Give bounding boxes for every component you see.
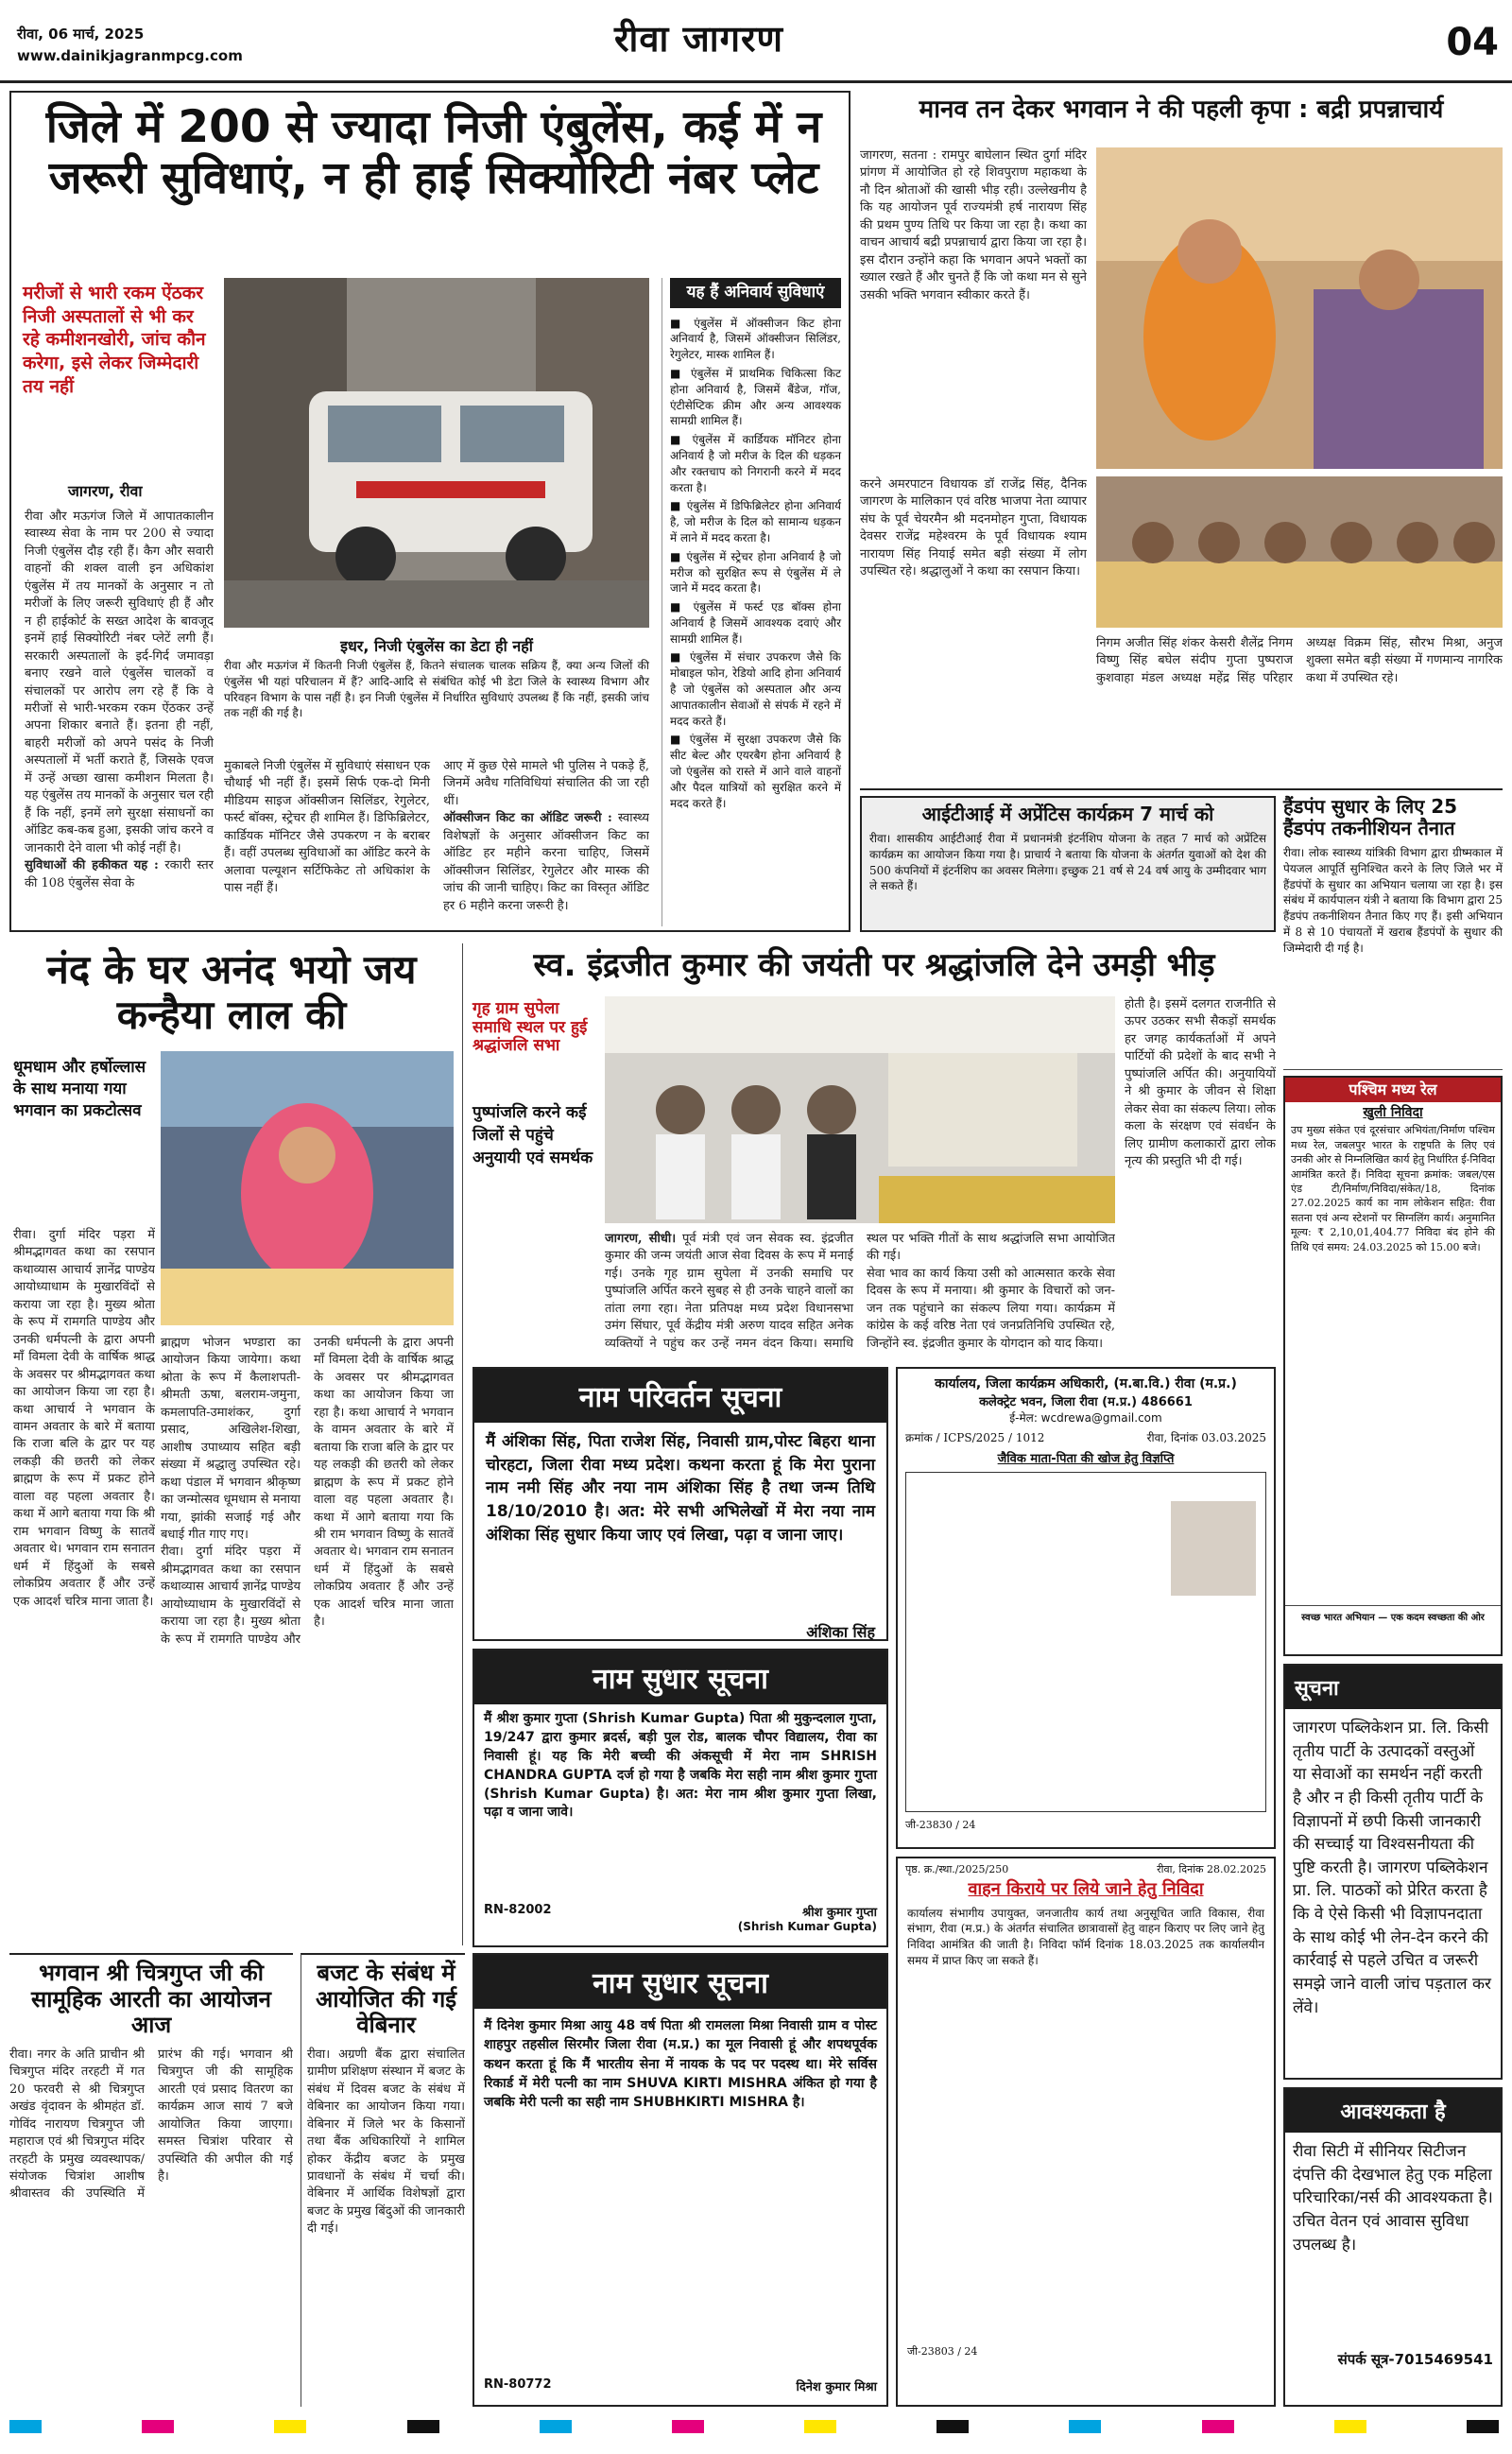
budget-story: [301, 1953, 465, 2407]
karyalay-title1: कार्यालय, जिला कार्यक्रम अधिकारी, (म.बा.वि.) रीवा (म.प्र.): [935, 1376, 1237, 1391]
registration-strip: [9, 2420, 1503, 2439]
page-number: 04: [1446, 21, 1499, 64]
vahan-code: जी-23803 / 24: [907, 2344, 978, 2358]
ambulance-kicker: मरीजों से भारी रकम ऐंठकर निजी अस्पतालों से भी कर रहे कमीशनखोरी, जांच कौन करेगा, इसे लेकर जिम्मेदारी तय नहीं: [23, 283, 206, 397]
ambulance-photo: [224, 278, 649, 628]
mandatory-facilities-box: [662, 278, 841, 926]
avashyakta-body: रीवा सिटी में सीनियर सिटीजन दंपत्ति की देखभाल हेतु एक महिला परिचारिका/नर्स की आवश्यकता है। उचित वेतन एवं आवास सुविधा उपलब्ध है।: [1293, 2142, 1493, 2255]
karyalay-sub: जैविक माता-पिता की खोज हेतु विज्ञप्ति: [997, 1452, 1175, 1466]
handpump-headline: हैंडपंप सुधार के लिए 25 हैंडपंप तकनीशियन तैनात: [1283, 795, 1458, 839]
vahan-date: रीवा, दिनांक 28.02.2025: [1157, 1863, 1266, 1875]
handpump-body: रीवा। लोक स्वास्थ्य यांत्रिकी विभाग द्वारा ग्रीष्मकाल में पेयजल आपूर्ति सुनिश्चित करने के लिए जिले भर में हैंडपंपों के सुधार का अभियान चलाया जा रहा है। इस संबंध में कार्यपालन यंत्री ने बताया कि विभाग द्वारा 25 हैंडपंप तकनीशियन तैनात किए गए हैं। इसी अभियान में 8 से 10 पंचायतों में खराब हैंडपंपों के सुधार की जिम्मेदारी दी गई है।: [1283, 846, 1503, 955]
budget-body: रीवा। अग्रणी बैंक द्वारा संचालित ग्रामीण प्रशिक्षण संस्थान में बजट के संबंध में दिवस बजट के संबंध में वेबिनार का आयोजन किया गया। वेबिनार में जिले भर के किसानों तथा बैंक अधिकारियों ने शामिल होकर केंद्रीय बजट के प्रमुख प्रावधानों के संबंध में चर्चा की। वेबिनार में आर्थिक विशेषज्ञों द्वारा बजट के प्रमुख बिंदुओं की जानकारी दी गई।: [307, 2047, 465, 2237]
devotees-icon: [1096, 476, 1503, 628]
iti-story: [860, 796, 1276, 932]
facility-item: ■ एंबुलेंस में स्ट्रेचर होना अनिवार्य है जो मरीज को सुरक्षित रूप से एंबुलेंस में ले जाने में मदद करता है।: [670, 549, 841, 596]
ambulance-body-1: रीवा और मऊगंज जिले में आपातकालीन स्वास्थ्य सेवा के नाम पर 200 से ज्यादा निजी एंबुलेंस दौड़ रही हैं। कैग और सवारी वाहनों की शक्ल वाली इन अधिकांश एंबुलेंस में तय मानकों के अनुसार न तो मरीजों के लिए जरूरी सुविधाएं ही हैं और न ही हाईकोर्ट के सख्त आदेश के बावजूद इनमें हाई सिक्योरिटी नंबर प्लेटें लगी हैं। सरकारी अस्पतालों के इर्द-गिर्द जमावड़ा बनाए रखने वाले एंबुलेंस चालकों व संचालकों पर आरोप लग रहे हैं कि वे मरीजों से भारी-भरकम रकम ऐंठकर उन्हें अपना शिकार बनाते हैं। इतना ही नहीं, बाहरी मरीजों को अपने पसंद के निजी अस्पतालों में भर्ती कराते हैं, जिसके एवज में उन्हें अच्छा खासा कमीशन मिलता है। यह एंबुलेंस तय मानकों के अनुसार चल रही हैं कि नहीं, इनमें लगे सुरक्षा संसाधनों का ऑडिट कब-कब हुआ, इसकी जांच करने व जानकारी देने वाला भी कोई नहीं है। सुविधाओं की हकीकत यह : रकारी स्तर की 108 एंबुलेंस सेवा के: [25, 510, 214, 890]
bhagwan-story: [860, 91, 1503, 790]
karyalay-email: ई-मेल: wcdrewa@gmail.com: [1009, 1411, 1162, 1425]
naam-parivartan-title: नाम परिवर्तन सूचना: [474, 1369, 886, 1423]
ambulance-body-2: मुकाबले निजी एंबुलेंस में सुविधाएं संसाधन एक चौथाई भी नहीं हैं। इसमें सिर्फ एक-दो मिनी मीडियम साइज ऑक्सीजन सिलिंडर, रेगुलेटर, फर्स्ट बॉक्स, स्ट्रेचर ही शामिल हैं। डिफिब्रिलेटर, कार्डियक मॉनिटर जैसे उपकरण न के बराबर हैं। वहीं उपलब्ध सुविधाओं का ऑडिट करने के अलावा पल्यूशन सर्टिफिकेट तो अधिकांश के पास नहीं हैं। आए में कुछ ऐसे मामले भी पुलिस ने पकड़े हैं, जिनमें अवैध गतिविधियां संचालित की जा रही थीं। ऑक्सीजन किट का ऑडिट जरूरी : स्वास्थ्य विशेषज्ञों के अनुसार ऑक्सीजन किट का ऑडिट हर महीने करना चाहिए, जिसमें ऑक्सीजन सिलिंडर, रेगुलेटर और मास्क की जांच की जानी चाहिए। किट का विस्तृत ऑडिट हर 6 महीने करना जरूरी है।: [224, 759, 649, 913]
kathavachak-icon: [1096, 147, 1503, 469]
naam-sudhar-sign2-1: (Shrish Kumar Gupta): [737, 1920, 877, 1933]
nand-body-1: रीवा। दुर्गा मंदिर पड़रा में श्रीमद्भागवत कथा का रसपान कथाव्यास आचार्य ज्ञानेंद्र पाण्डेय आयोध्याधाम के मुखारविंदों से कराया जा रहा है। मुख्य श्रोता के रूप में रामगति पाण्डेय और उनकी धर्मपत्नी के द्वारा अपनी माँ विमला देवी के वार्षिक श्राद्ध के अवसर पर श्रीमद्भागवत कथा का आयोजन किया जा रहा है। कथा आचार्य ने भगवान के वामन अवतार के बारे में बताया कि राजा बलि के द्वार पर यह लकड़ी की छतरी को लेकर ब्राह्मण के रूप में प्रकट होने वाला वह पहला अवतार है। कथा में आगे बताया गया कि श्री राम भगवान विष्णु के सातवें अवतार थे। भगवान राम सनातन धर्म में हिंदुओं के सबसे लोकप्रिय अवतार हैं और उन्हें एक आदर्श चरित्र माना जाता है।: [13, 1228, 155, 1609]
naam-sudhar-sign-1: श्रीश कुमार गुप्ता: [801, 1906, 877, 1920]
facility-item: ■ एंबुलेंस में ऑक्सीजन किट होना अनिवार्य है, जिसमें ऑक्सीजन सिलिंडर, रेगुलेटर, मास्क शामिल हैं।: [670, 316, 841, 362]
iti-headline: आईटीआई में अप्रेंटिस कार्यक्रम 7 मार्च को: [921, 803, 1214, 825]
karyalay-ref: क्रमांक / ICPS/2025 / 1012: [905, 1431, 1045, 1444]
vahan-body: कार्यालय संभागीय उपायुक्त, जनजातीय कार्य तथा अनुसूचित जाति विकास, रीवा संभाग, रीवा (म.प्र.) के अंतर्गत संचालित छात्रावासों हेतु वाहन किराए पर लिए जाने हेतु निविदा आमंत्रित की जाती है। निविदा फॉर्म दिनांक 18.03.2025 तक कार्यालयीन समय में प्राप्त किए जा सकते हैं।: [907, 1906, 1264, 1968]
naam-parivartan-body: मैं अंशिका सिंह, पिता राजेश सिंह, निवासी ग्राम,पोस्ट बिहरा थाना चोरहटा, जिला रीवा मध्य प्रदेश। कथना करता हूं कि मेरा पुराना नाम नमी सिंह और नया नाम अंशिका सिंह है तथा जन्म तिथि 18/10/2010 है। अत: मेरे सभी अभिलेखों में मेरा नया नाम अंशिका सिंह सुधार किया जाए एवं लिखा, पढ़ा व जाना जाए।: [486, 1432, 875, 1545]
vahan-ref: पृष्ठ. क्र./स्था./2025/250: [905, 1863, 1009, 1875]
avashyakta-contact: संपर्क सूत्र-7015469541: [1337, 2351, 1493, 2368]
rail-title: पश्चिम मध्य रेल: [1285, 1078, 1501, 1102]
karyalay-title2: कलेक्ट्रेट भवन, जिला रीवा (म.प्र.) 486661: [979, 1395, 1193, 1409]
issue-date: रीवा, 06 मार्च, 2025: [17, 26, 145, 43]
iti-body: रीवा। शासकीय आईटीआई रीवा में प्रधानमंत्री इंटर्नशिप योजना के तहत 7 मार्च को अप्रेंटिस कार्यक्रम का आयोजन किया गया है। प्राचार्य ने बताया कि योजना के अंतर्गत युवाओं को देश की 500 कंपनियों में इंटर्नशिप का अवसर मिलेगा। इच्छुक 21 वर्ष से 24 वर्ष आयु के उम्मीदवार भाग ले सकते हैं।: [869, 832, 1266, 893]
tribute-gathering-icon: [605, 996, 1115, 1223]
naam-parivartan-notice: [472, 1367, 888, 1641]
indrajeet-body-1: जागरण, सीधी। पूर्व मंत्री एवं जन सेवक स्व. इंद्रजीत कुमार की जन्म जयंती आज सेवा दिवस के रूप में मनाई गई। उनके गृह ग्राम सुपेला में उनकी समाधि पर पुष्पांजलि अर्पित करने सुबह से ही उनके चाहने वालों का तांता लगा रहा। नेता प्रतिपक्ष मध्य प्रदेश विधानसभा उमंग सिंघार, पूर्व केंद्रीय मंत्री अरुण यादव सहित अनेक व्यक्तियों ने पहुंच कर उन्हें नमन वंदन किया। समाधि स्थल पर भक्ति गीतों के साथ श्रद्धांजलि सभा आयोजित की गई। सेवा भाव का कार्य किया उसी को आत्मसात करके सेवा दिवस के रूप में मनाया। श्री कुमार के विचारों को जन-जन तक पहुंचाने का संकल्प लिया गया। कार्यक्रम में कांग्रेस के कई वरिष्ठ नेता एवं जनप्रतिनिधि उपस्थित रहे, जिन्होंने स्व. इंद्रजीत कुमार के योगदान को याद किया।: [605, 1232, 1115, 1351]
naam-sudhar-title-1: नाम सुधार सूचना: [474, 1650, 886, 1704]
facility-item: ■ एंबुलेंस में फर्स्ट एड बॉक्स होना अनिवार्य है जिसमें आवश्यक दवाएं और सामग्री शामिल हैं।: [670, 600, 841, 646]
nand-headline: नंद के घर अनंद भयो जय कन्हैया लाल की: [46, 946, 417, 1039]
chitragupt-story: [9, 1953, 293, 2407]
chitragupt-body: रीवा। नगर के अति प्राचीन श्री चित्रगुप्त मंदिर तरहटी में गत 20 फरवरी से श्री चित्रगुप्त अखंड वृंदावन के श्रीमहंत डॉ. गोविंद नारायण चित्रगुप्त जी महाराज एवं श्री चित्रगुप्त मंदिर तरहटी के प्रमुख व्यवस्थापक/संयोजक चित्रांश आशीष श्रीवास्तव की उपस्थिति में प्रारंभ की गई। भगवान श्री चित्रगुप्त जी की सामूहिक आरती एवं प्रसाद वितरण का कार्यक्रम आज सायं 7 बजे आयोजित किया जाएगा। समस्त चित्रांश परिवार से उपस्थिति की अपील की गई है।: [9, 2047, 293, 2202]
facility-item: ■ एंबुलेंस में प्राथमिक चिकित्सा किट होना अनिवार्य है, जिसमें बैंडेज, गॉज, एंटीसेप्टिक क्रीम और अन्य आवश्यक सामग्री शामिल हैं।: [670, 366, 841, 428]
karyalay-table: [905, 1472, 1266, 1812]
vahan-tender: [896, 1857, 1276, 2407]
bhagwan-photo: [1096, 147, 1503, 469]
facilities-title: यह हैं अनिवार्य सुविधाएं: [670, 278, 841, 308]
bhagwan-body-1: जागरण, सतना : रामपुर बाघेलान स्थित दुर्गा मंदिर प्रांगण में आयोजित हो रहे शिवपुराण महाकथा के नौ दिन श्रोताओं की खासी भीड़ रही। उल्लेखनीय है कि यह आयोजन पूर्व राज्यमंत्री हर्ष नारायण सिंह की प्रथम पुण्य तिथि पर किया जा रहा है। कथा का वाचन आचार्य बद्री प्रपन्नाचार्य द्वारा किया जा रहा है। इस दौरान उन्होंने कहा कि भगवान अपने भक्तों का ख्याल रखते हैं और चुनते हैं कि जो कथा मन से सुने उसकी भक्ति भगवान स्वीकार करते हैं।: [860, 148, 1087, 302]
indrajeet-photo: [605, 996, 1115, 1223]
karyalay-notice: [896, 1367, 1276, 1849]
rail-notice: [1283, 1076, 1503, 1656]
suchna-notice: [1283, 1664, 1503, 2080]
facility-item: ■ एंबुलेंस में संचार उपकरण जैसे कि मोबाइल फोन, रेडियो आदि होना अनिवार्य है जो एंबुलेंस को अस्पताल और अन्य आपातकालीन सेवाओं से संपर्क में रहने में मदद करते हैं।: [670, 650, 841, 728]
rail-body: उप मुख्य संकेत एवं दूरसंचार अभियंता/निर्माण पश्चिम मध्य रेल, जबलपुर भारत के राष्ट्रपति के लिए एवं उनकी ओर से निम्नलिखित कार्य हेतु निर्धारित ई-निविदा आमंत्रित करते हैं। निविदा सूचना क्रमांक: जबल/एस एंड टी/निर्माण/निविदा/संकेत/18, दिनांक 27.02.2025 कार्य का नाम लोकेशन सहित: रीवा सतना एवं अन्य स्टेशनों पर सिग्नलिंग कार्य। अनुमानित मूल्य: ₹ 2,10,01,404.77 निविदा बंद होने की तिथि एवं समय: 24.03.2025 को 15.00 बजे।: [1291, 1124, 1495, 1253]
indrajeet-kicker: पुष्पांजलि करने कई जिलों से पहुंचे अनुयायी एवं समर्थक: [472, 1103, 593, 1167]
naam-parivartan-sign: अंशिका सिंह: [806, 1623, 875, 1641]
rail-subtitle: खुली निविदा: [1363, 1105, 1423, 1121]
naam-sudhar-notice-1: [472, 1649, 888, 1947]
ambulance-byline: जागरण, रीवा: [68, 482, 143, 500]
nand-body-2: ब्राह्मण भोजन भण्डारा का आयोजन किया जायेगा। कथा श्रोता के रूप में कैलाशपती-श्रीमती ऊषा, बलराम-जमुना, कमलापति-उमाशंकर, दुर्गा प्रसाद, अखिलेश-शिखा, आशीष उपाध्याय सहित बड़ी संख्या में श्रद्धालु उपस्थित रहे। कथा पंडाल में भगवान श्रीकृष्ण का जन्मोत्सव धूमधाम से मनाया गया, झांकी सजाई गई और बधाई गीत गाए गए। रीवा। दुर्गा मंदिर पड़रा में श्रीमद्भागवत कथा का रसपान कथाव्यास आचार्य ज्ञानेंद्र पाण्डेय आयोध्याधाम के मुखारविंदों से कराया जा रहा है। मुख्य श्रोता के रूप में रामगति पाण्डेय और उनकी धर्मपत्नी के द्वारा अपनी माँ विमला देवी के वार्षिक श्राद्ध के अवसर पर श्रीमद्भागवत कथा का आयोजन किया जा रहा है। कथा आचार्य ने भगवान के वामन अवतार के बारे में बताया कि राजा बलि के द्वार पर यह लकड़ी की छतरी को लेकर ब्राह्मण के रूप में प्रकट होने वाला वह पहला अवतार है। कथा में आगे बताया गया कि श्री राम भगवान विष्णु के सातवें अवतार थे। भगवान राम सनातन धर्म में हिंदुओं के सबसे लोकप्रिय अवतार हैं और उन्हें एक आदर्श चरित्र माना जाता है।: [161, 1336, 454, 1647]
karyalay-code: जी-23830 / 24: [905, 1819, 976, 1831]
naam-sudhar-title-2: नाम सुधार सूचना: [474, 1955, 886, 2009]
karyalay-date: रीवा, दिनांक 03.03.2025: [1146, 1431, 1266, 1444]
naam-sudhar-body-2: मैं दिनेश कुमार मिश्रा आयु 48 वर्ष पिता श्री रामलला मिश्रा निवासी ग्राम व पोस्ट शाहपुर तहसील सिरमौर जिला रीवा (म.प्र.) का मूल निवासी हूं और शपथपूर्वक कथन करता हूं कि मैं भारतीय सेना में नायक के पद पर पदस्थ था। मेरे सर्विस रिकार्ड में मेरी पत्नी का नाम SHUVA KIRTI MISHRA अंकित हो गया है जबकि मेरी पत्नी का सही नाम SHUBHKIRTI MISHRA है।: [484, 2018, 877, 2111]
facility-item: ■ एंबुलेंस में कार्डियक मॉनिटर होना अनिवार्य है जो मरीज के दिल की धड़कन और रक्तचाप को निगरानी करने में मदद करता है।: [670, 433, 841, 494]
avashyakta-title: आवश्यकता है: [1285, 2089, 1501, 2133]
suchna-body: जागरण पब्लिकेशन प्रा. लि. किसी तृतीय पार्टी के उत्पादकों वस्तुओं या सेवाओं का समर्थन नहीं करती है और न ही किसी तृतीय पार्टी के विज्ञापनों में छपी किसी जानकारी की सच्चाई या विश्वसनीयता की पुष्टि करती है। जागरण पब्लिकेशन प्रा. लि. पाठकों को प्रेरित करता है कि वे ऐसे किसी भी विज्ञापनदाता के साथ कोई भी लेन-देन करने की कार्रवाई से पहले उचित व जरूरी समझे जाने वाली जांच पड़ताल कर लेंवे।: [1293, 1719, 1491, 2017]
rail-footer: स्वच्छ भारत अभियान — एक कदम स्वच्छता की ओर: [1285, 1605, 1501, 1623]
nand-story: [9, 943, 463, 1945]
bhagwan-body-2: करने अमरपाटन विधायक डॉ राजेंद्र सिंह, दैनिक जागरण के मालिकान एवं वरिष्ठ भाजपा नेता व्यापार संघ के पूर्व चेयरमैन श्री मदनमोहन गुप्ता, विधायक देवसर राजेंद्र महेश्वरम के पूर्व विधायक श्याम नारायण सिंह नियाई समेत बड़ी संख्या में लोग उपस्थित रहे। श्रद्धालुओं ने कथा का रसपान किया।: [860, 477, 1087, 579]
child-photo: [1171, 1501, 1256, 1596]
suchna-title: सूचना: [1285, 1666, 1501, 1709]
naam-sudhar-code-2: RN-80772: [484, 2377, 552, 2392]
bhagwan-photo-2: [1096, 476, 1503, 628]
ambulance-story: [9, 91, 850, 932]
naam-sudhar-code-1: RN-82002: [484, 1903, 552, 1917]
handpump-story: [1283, 796, 1503, 1070]
nand-kicker: धूमधाम और हर्षोल्लास के साथ मनाया गया भगवान का प्रकटोत्सव: [13, 1058, 146, 1120]
facility-item: ■ एंबुलेंस में डिफिब्रिलेटर होना अनिवार्य है, जो मरीज के दिल को सामान्य धड़कन में लाने में मदद करता है।: [670, 499, 841, 544]
ambulance-caption-text: रीवा और मऊगंज में कितनी निजी एंबुलेंस हैं, कितने संचालक चालक सक्रिय हैं, क्या अन्य जिलों की एंबुलेंस भी यहां परिचालन में हैं? आदि-आदि से संबंधित कोई भी डेटा जिले के स्वास्थ्य विभाग और परिवहन विभाग के पास नहीं है। इन निजी एंबुलेंस में निर्धारित सुविधाएं उपलब्ध हैं कि नहीं, इसकी जांच तक नहीं की गई है।: [224, 659, 649, 720]
indrajeet-kicker-red: गृह ग्राम सुपेला समाधि स्थल पर हुई श्रद्धांजलि सभा: [472, 999, 588, 1056]
bhagwan-body-3: निगम अजीत सिंह शंकर केसरी शैलेंद्र निगम विष्णु सिंह बघेल संदीप गुप्ता पुष्पराज कुशवाहा मंडल अध्यक्ष महेंद्र सिंह परिहार अध्यक्ष विक्रम सिंह, सौरभ मिश्रा, अनुज शुक्ला समेत बड़ी संख्या में गणमान्य नागरिक कथा में उपस्थित रहे।: [1096, 636, 1503, 685]
facility-item: ■ एंबुलेंस में सुरक्षा उपकरण जैसे कि सीट बेल्ट और एयरबैग होना अनिवार्य है जो एंबुलेंस को रास्ते में आने वाले वाहनों और पैदल यात्रियों को सुरक्षित करने में मदद करते हैं।: [670, 733, 841, 810]
indrajeet-headline: स्व. इंद्रजीत कुमार की जयंती पर श्रद्धांजलि देने उमड़ी भीड़: [533, 946, 1215, 984]
budget-headline: बजट के संबंध में आयोजित की गई वेबिनार: [315, 1960, 457, 2039]
ambulance-vehicle-icon: [224, 278, 649, 628]
vahan-title: वाहन किराये पर लिये जाने हेतु निविदा: [968, 1879, 1204, 1899]
indrajeet-story: [472, 943, 1276, 1359]
avashyakta-notice: [1283, 2087, 1503, 2407]
krishna-idol-icon: [161, 1051, 454, 1325]
nand-photo: [161, 1051, 454, 1325]
masthead: रीवा जागरण: [614, 17, 784, 60]
indrajeet-body-3: होती है। इसमें दलगत राजनीति से ऊपर उठकर सभी सैकड़ों समर्थक हर जगह कार्यकर्ताओं में अपने पार्टियों की प्रदेशों के बाद सभी ने पुष्पांजलि अर्पित की। अनुयायियों ने श्री कुमार के जीवन से शिक्षा लेकर सेवा का संकल्प लिया। लोक कला के संरक्षण एवं संवर्धन के लिए ग्रामीण कलाकारों द्वारा लोक नृत्य की प्रस्तुति भी दी गई।: [1125, 997, 1276, 1169]
bhagwan-headline: मानव तन देकर भगवान ने की पहली कृपा : बद्री प्रपन्नाचार्य: [919, 95, 1444, 124]
ambulance-headline: जिले में 200 से ज्यादा निजी एंबुलेंस, कई में न जरूरी सुविधाएं, न ही हाई सिक्योरिटी नंबर प्लेट: [45, 101, 822, 205]
naam-sudhar-sign-2: दिनेश कुमार मिश्रा: [796, 2380, 877, 2394]
ambulance-photo-caption: इधर, निजी एंबुलेंस का डेटा ही नहीं: [340, 637, 533, 655]
naam-sudhar-notice-2: [472, 1953, 888, 2407]
naam-sudhar-body-1: मैं श्रीश कुमार गुप्ता (Shrish Kumar Gupta) पिता श्री मुकुन्दलाल गुप्ता, 19/247 द्वारा कुमार ब्रदर्स, बड़ी पुल रोड, बालक चौपर विद्यालय, रीवा का निवासी हूं। यह कि मेरी बच्ची की अंकसूची में मेरा नाम SHRISH CHANDRA GUPTA दर्ज हो गया है जबकि मेरा सही नाम श्रीश कुमार गुप्ता (Shrish Kumar Gupta) है। अत: मेरा नाम श्रीश कुमार गुप्ता लिखा, पढ़ा व जाना जावे।: [484, 1711, 877, 1821]
page-header: [0, 0, 1512, 83]
chitragupt-headline: भगवान श्री चित्रगुप्त जी की सामूहिक आरती का आयोजन आज: [31, 1960, 271, 2039]
website-link[interactable]: www.dainikjagranmpcg.com: [17, 47, 243, 64]
facilities-list: [670, 316, 841, 812]
